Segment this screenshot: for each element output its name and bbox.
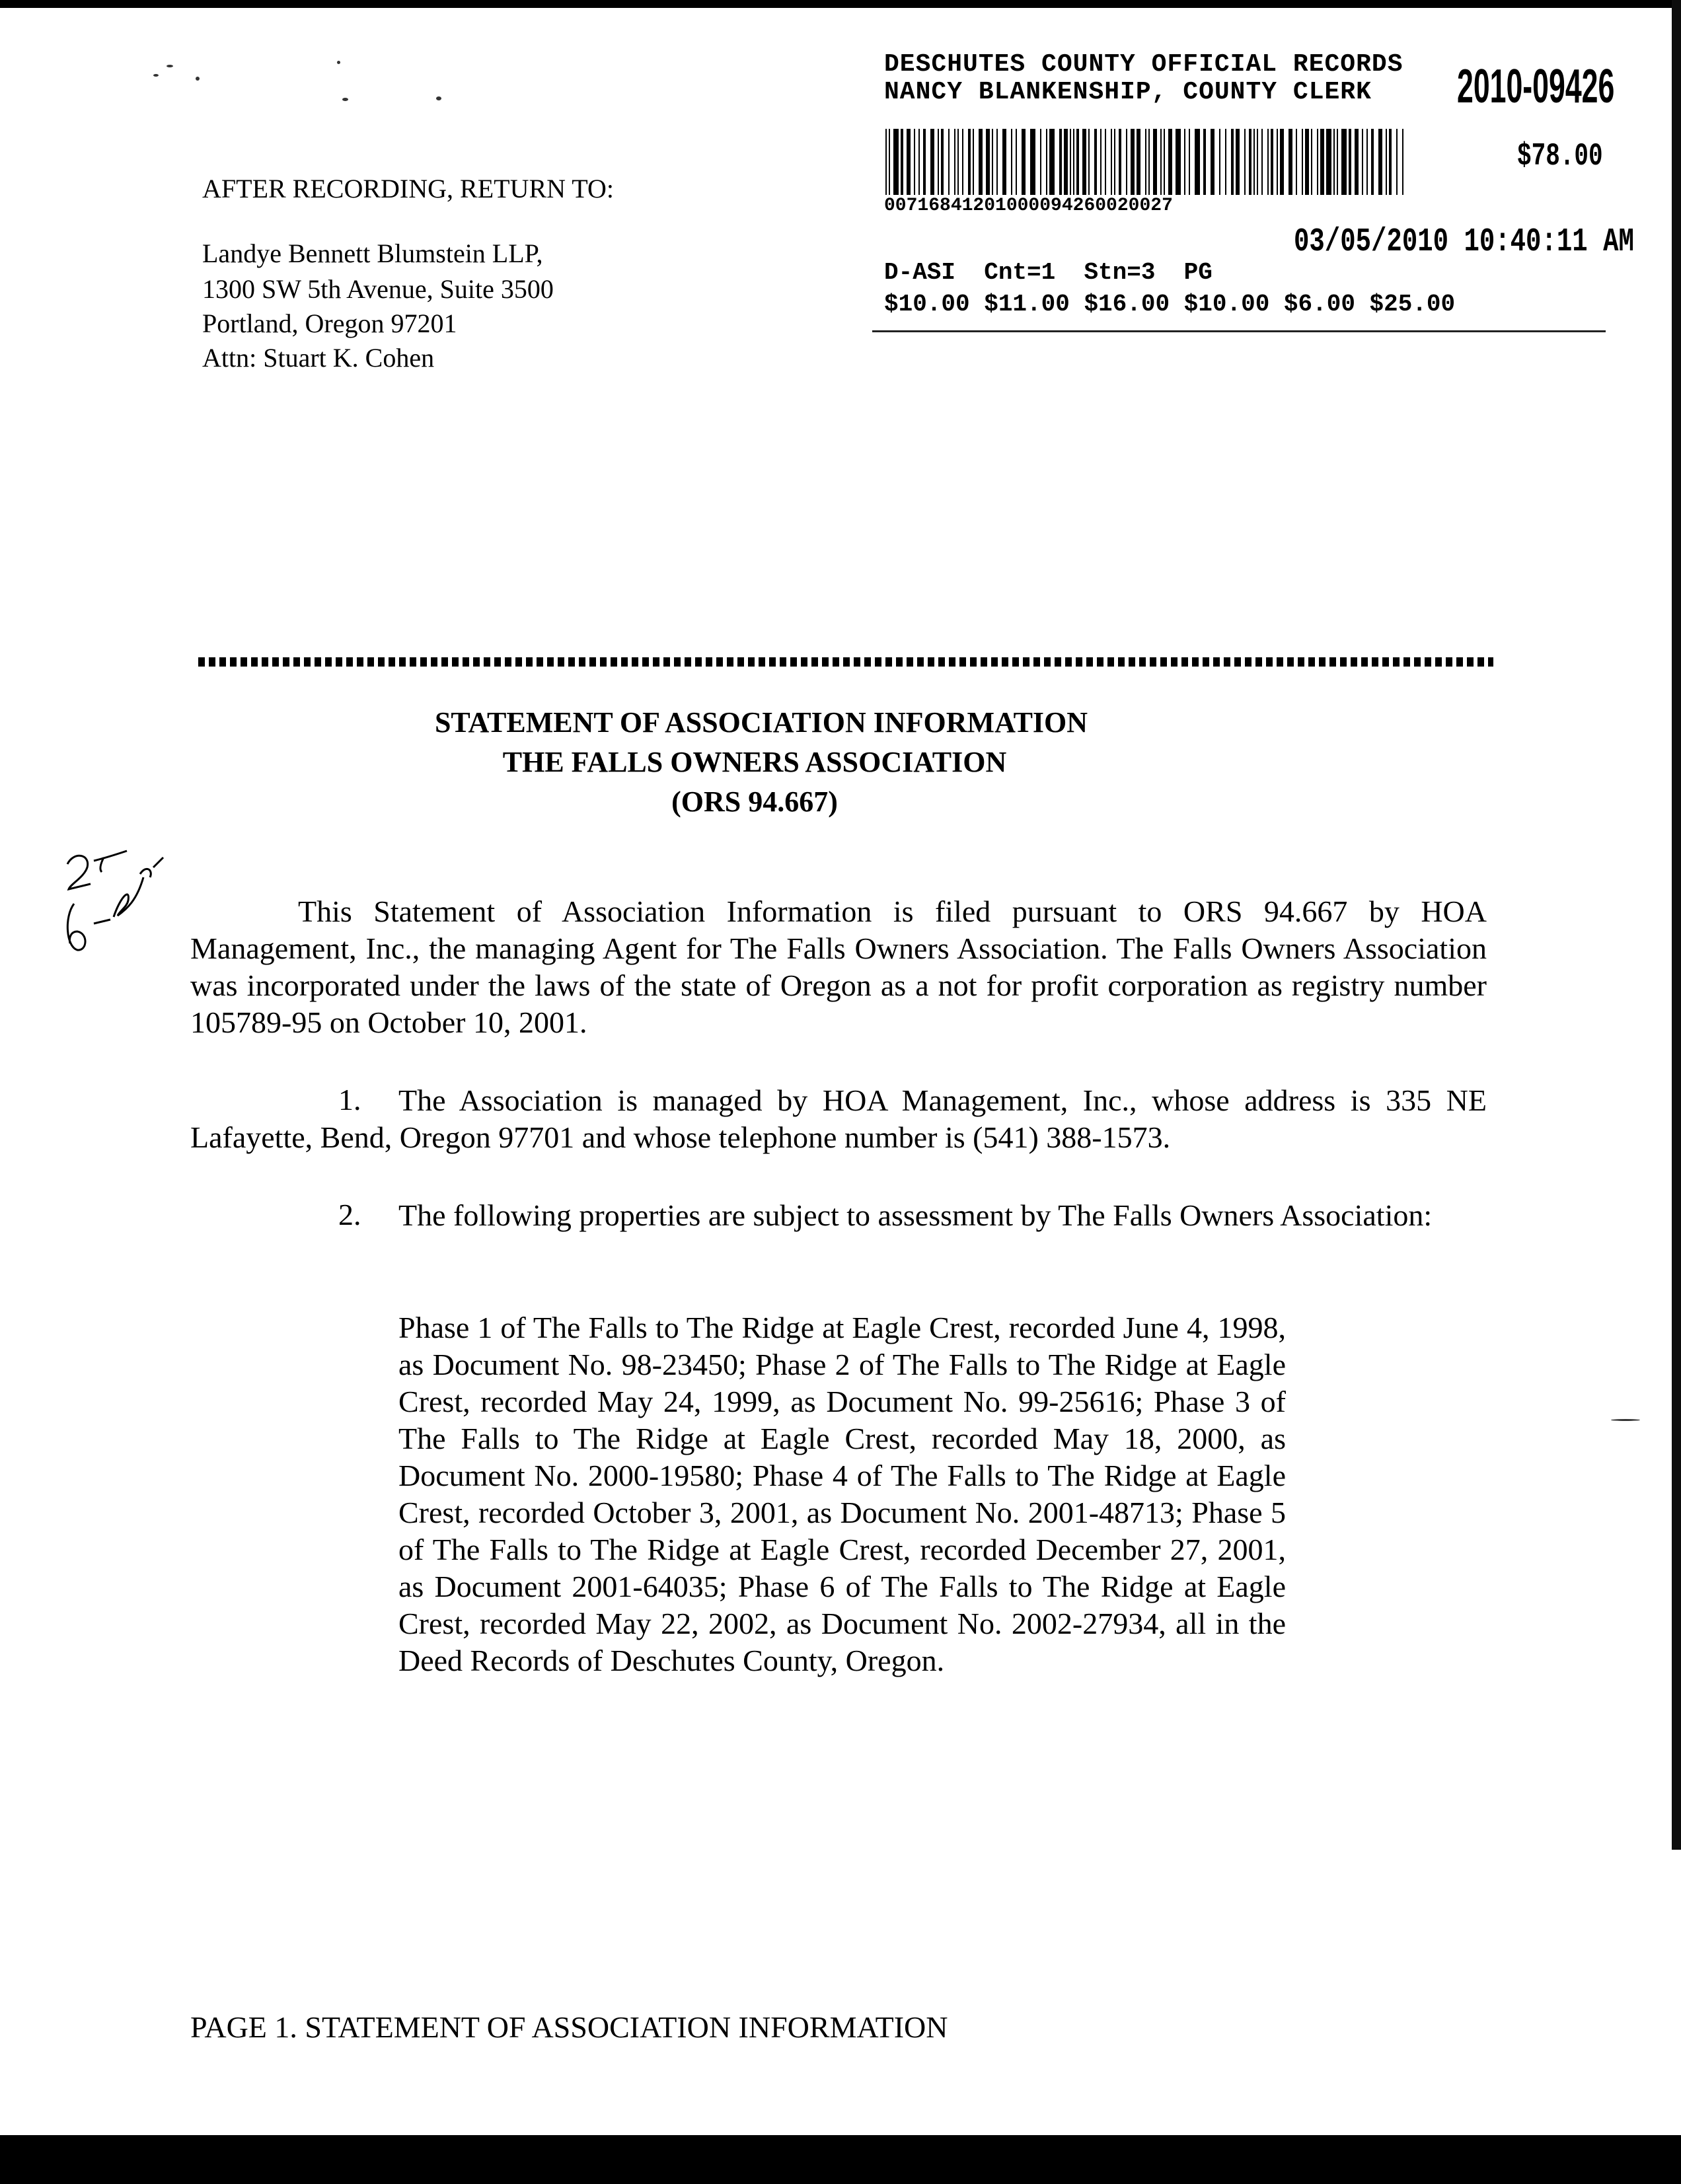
barcode-bar [1064, 129, 1068, 195]
barcode-bar [1022, 129, 1026, 195]
intro-paragraph: This Statement of Association Information is filed pursuant to ORS 94.667 by HOA Management, Inc., the managing Agent for The Falls Owners Association. The Falls Owners Association was incorporated under the laws of the state of Oregon as a not for profit corporation as registry number 105789-95 on October 10, 2001. [190, 894, 1487, 1039]
barcode-bar [1070, 129, 1071, 195]
barcode-bar [1082, 129, 1086, 195]
statute-reference: (ORS 94.667) [671, 785, 838, 818]
recording-fee-breakdown: $10.00 $11.00 $16.00 $10.00 $6.00 $25.00 [884, 291, 1456, 318]
property-phases-paragraph: Phase 1 of The Falls to The Ridge at Eagle Crest, recorded June 4, 1998, as Document No. 98-23450; Phase 2 of The Falls to The Ridge at Eagle Crest, recorded May 24, 1999, as Document No. 99-25616; Phase 3 of The Falls to The Ridge at Eagle Crest, recorded May 18, 2000, as Document No. 2000-19580; Phase 4 of The Falls to The Ridge at Eagle Crest, recorded October 3, 2001, as Document No. 2001-48713; Phase 5 of The Falls to The Ridge at Eagle Crest, recorded December 27, 2001, as Document 2001-64035; Phase 6 of The Falls to The Ridge at Eagle Crest, recorded May 22, 2002, as Document No. 2002-27934, all in the Deed Records of Deschutes County, Oregon. [398, 1311, 1286, 1677]
barcode-bar [948, 129, 950, 195]
barcode-bar [1049, 129, 1055, 195]
barcode-bar [1184, 129, 1185, 195]
barcode-bar [930, 129, 934, 195]
recording-total-fee: $78.00 [1517, 139, 1603, 174]
barcode-bar [1326, 129, 1331, 195]
barcode-bar [1366, 129, 1368, 195]
barcode-bar [885, 129, 887, 195]
barcode-bar [1046, 129, 1047, 195]
barcode-bar [1289, 129, 1292, 195]
barcode-bar [1100, 129, 1102, 195]
barcode-bar [1137, 129, 1140, 195]
barcode-bar [1244, 129, 1246, 195]
barcode-bar [1355, 129, 1359, 195]
barcode-bar [1378, 129, 1382, 195]
barcode-bar [954, 129, 955, 195]
scan-speck [153, 74, 159, 77]
barcode-bar [1040, 129, 1041, 195]
barcode-bar [893, 129, 899, 195]
barcode-bar [918, 129, 920, 195]
barcode-bar [1002, 129, 1006, 195]
stamp-underline [872, 330, 1606, 332]
barcode-bar [1396, 129, 1398, 195]
barcode-bar [1148, 129, 1150, 195]
barcode-bar [986, 129, 990, 195]
barcode-bar [1195, 129, 1200, 195]
association-name-title: THE FALLS OWNERS ASSOCIATION [502, 746, 1007, 778]
barcode-bar [1231, 129, 1234, 195]
handwritten-note [54, 838, 173, 970]
scan-top-edge [0, 0, 1681, 8]
barcode-bar [889, 129, 890, 195]
barcode-bar [907, 129, 911, 195]
barcode-bar [992, 129, 993, 195]
item-2-paragraph [190, 1197, 1487, 1234]
barcode-bar [957, 129, 959, 195]
barcode-bar [1333, 129, 1335, 195]
barcode-bar [1076, 129, 1079, 195]
recording-barcode [884, 129, 1406, 195]
barcode-bar [1164, 129, 1165, 195]
barcode-bar [1253, 129, 1255, 195]
barcode-bar [1257, 129, 1258, 195]
barcode-bar [1088, 129, 1090, 195]
barcode-bar [1337, 129, 1338, 195]
barcode-bar [1114, 129, 1115, 195]
item-1-text: The Association is managed by HOA Management, Inc., whose address is 335 NE Lafayette, Bend, Oregon 97701 and whose telephone number is (541) 388-1573. [190, 1083, 1487, 1154]
barcode-bar [1386, 129, 1387, 195]
barcode-bar [1131, 129, 1135, 195]
barcode-bar [1153, 129, 1157, 195]
barcode-bar [1280, 129, 1284, 195]
barcode-bar [1349, 129, 1351, 195]
barcode-bar [1059, 129, 1062, 195]
barcode-bar [1176, 129, 1181, 195]
barcode-bar [1341, 129, 1347, 195]
return-address-line: Attn: Stuart K. Cohen [202, 343, 435, 373]
barcode-bar [1402, 129, 1403, 195]
barcode-bar [1236, 129, 1240, 195]
recording-document-number: 2010-09426 [1457, 60, 1615, 113]
barcode-bar [1320, 129, 1324, 195]
page-footer: PAGE 1. STATEMENT OF ASSOCIATION INFORMATION [190, 2010, 948, 2044]
barcode-bar [973, 129, 974, 195]
scan-speck [1611, 1419, 1640, 1421]
barcode-bar [1371, 129, 1374, 195]
barcode-bar [1189, 129, 1190, 195]
barcode-bar [1271, 129, 1273, 195]
barcode-bar [938, 129, 939, 195]
barcode-bar [979, 129, 983, 195]
barcode-bar [914, 129, 915, 195]
barcode-bar [1203, 129, 1206, 195]
scan-speck [337, 61, 340, 64]
scan-speck [167, 65, 173, 67]
barcode-bar [1111, 129, 1112, 195]
barcode-bar [1219, 129, 1220, 195]
barcode-bar [1362, 129, 1363, 195]
item-1-paragraph [190, 1082, 1487, 1156]
item-1-number: 1. [338, 1083, 361, 1116]
barcode-bar [1073, 129, 1074, 195]
return-address-line: Landye Bennett Blumstein LLP, [202, 238, 543, 268]
barcode-bar [1302, 129, 1303, 195]
barcode-bar [1126, 129, 1127, 195]
dotted-separator [198, 655, 1493, 669]
barcode-bar [1105, 129, 1106, 195]
barcode-bar [1145, 129, 1146, 195]
barcode-bar [1211, 129, 1214, 195]
barcode-bar [901, 129, 903, 195]
barcode-bar [962, 129, 963, 195]
barcode-digits: 00716841201000094260020027 [884, 196, 1173, 216]
barcode-bar [1261, 129, 1263, 195]
barcode-bar [1094, 129, 1097, 195]
barcode-bar [1305, 129, 1309, 195]
barcode-bar [923, 129, 926, 195]
recording-date-time: 03/05/2010 10:40:11 AM [1294, 223, 1634, 261]
return-address-line: Portland, Oregon 97201 [202, 309, 457, 338]
barcode-bar [1011, 129, 1012, 195]
scan-speck [196, 77, 200, 81]
barcode-bar [1317, 129, 1318, 195]
barcode-bar [968, 129, 971, 195]
barcode-bar [1030, 129, 1035, 195]
recording-codes: D-ASI Cnt=1 Stn=3 PG [884, 259, 1213, 286]
scan-right-edge [1672, 0, 1681, 1850]
scan-speck [436, 96, 441, 100]
scan-speck [342, 98, 348, 101]
barcode-bar [1311, 129, 1312, 195]
barcode-bar [1016, 129, 1017, 195]
item-2-text: The following properties are subject to assessment by The Falls Owners Association: [398, 1198, 1433, 1232]
barcode-bar [1389, 129, 1392, 195]
item-2-number: 2. [338, 1198, 361, 1231]
barcode-bar [941, 129, 944, 195]
barcode-bar [1168, 129, 1172, 195]
barcode-bar [1277, 129, 1278, 195]
county-clerk-line: NANCY BLANKENSHIP, COUNTY CLERK [884, 78, 1372, 106]
barcode-bar [1249, 129, 1251, 195]
return-address-line: 1300 SW 5th Avenue, Suite 3500 [202, 274, 554, 304]
recorder-office-line: DESCHUTES COUNTY OFFICIAL RECORDS [884, 50, 1403, 79]
barcode-bar [1296, 129, 1297, 195]
barcode-bar [996, 129, 998, 195]
barcode-bar [1119, 129, 1121, 195]
scan-bottom-edge [0, 2135, 1681, 2184]
barcode-bar [1225, 129, 1226, 195]
barcode-bar [1267, 129, 1269, 195]
barcode-bar [1160, 129, 1162, 195]
document-title: STATEMENT OF ASSOCIATION INFORMATION [434, 706, 1088, 739]
return-to-heading: AFTER RECORDING, RETURN TO: [202, 174, 615, 203]
